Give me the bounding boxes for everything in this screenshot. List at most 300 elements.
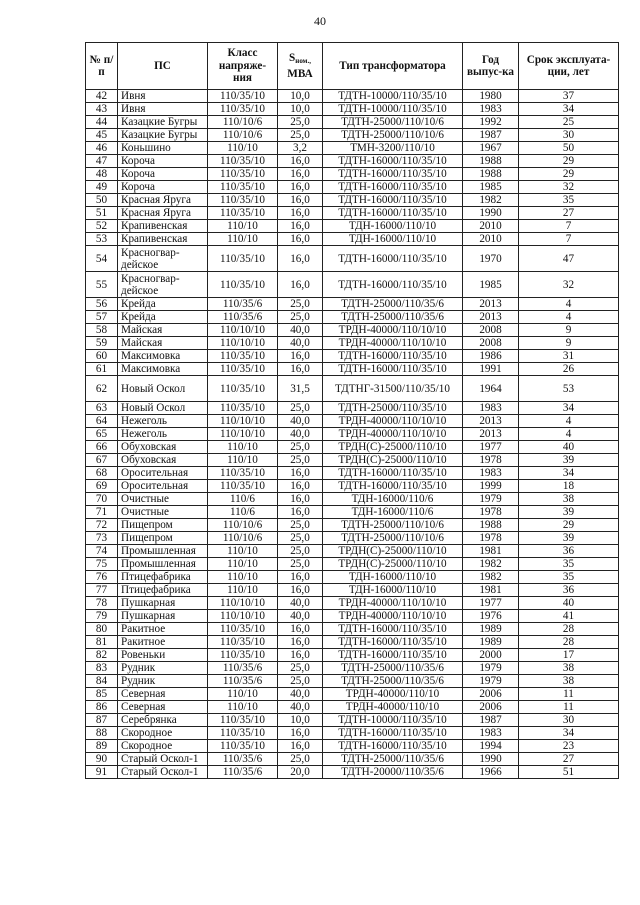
cell-substation: Крейда [118, 311, 208, 324]
cell-service-life: 17 [519, 649, 619, 662]
cell-row-num: 88 [86, 727, 118, 740]
cell-transformer-type: ТДТН-25000/110/10/6 [323, 519, 463, 532]
cell-power: 16,0 [278, 194, 323, 207]
cell-voltage-class: 110/10/10 [208, 324, 278, 337]
header-transformer-type: Тип трансформатора [323, 43, 463, 90]
cell-substation: Очистные [118, 506, 208, 519]
cell-year: 1979 [463, 493, 519, 506]
cell-service-life: 38 [519, 662, 619, 675]
cell-year: 1983 [463, 103, 519, 116]
cell-transformer-type: ТДТН-16000/110/35/10 [323, 207, 463, 220]
cell-service-life: 32 [519, 181, 619, 194]
cell-substation: Пушкарная [118, 610, 208, 623]
cell-substation: Оросительная [118, 480, 208, 493]
cell-transformer-type: ТДН-16000/110/10 [323, 571, 463, 584]
cell-year: 1983 [463, 467, 519, 480]
cell-service-life: 39 [519, 506, 619, 519]
table-row [86, 571, 619, 584]
header-substation: ПС [118, 43, 208, 90]
cell-row-num: 46 [86, 142, 118, 155]
cell-substation: Майская [118, 337, 208, 350]
table-row [86, 467, 619, 480]
cell-service-life: 9 [519, 337, 619, 350]
table-row [86, 597, 619, 610]
header-power-symbol: S [289, 52, 296, 64]
cell-substation: Нежеголь [118, 415, 208, 428]
cell-power: 40,0 [278, 337, 323, 350]
cell-voltage-class: 110/10 [208, 454, 278, 467]
table-body [86, 90, 619, 779]
cell-transformer-type: ТДТН-25000/110/35/6 [323, 675, 463, 688]
cell-year: 1982 [463, 571, 519, 584]
cell-year: 1966 [463, 766, 519, 779]
cell-substation: Ракитное [118, 623, 208, 636]
cell-transformer-type: ТРДН-40000/110/10/10 [323, 415, 463, 428]
cell-service-life: 41 [519, 610, 619, 623]
cell-voltage-class: 110/35/10 [208, 350, 278, 363]
cell-substation: Северная [118, 701, 208, 714]
table-row [86, 610, 619, 623]
cell-row-num: 43 [86, 103, 118, 116]
cell-power: 16,0 [278, 181, 323, 194]
table-row [86, 376, 619, 402]
cell-power: 25,0 [278, 441, 323, 454]
table-row [86, 337, 619, 350]
cell-row-num: 67 [86, 454, 118, 467]
cell-substation: Серебрянка [118, 714, 208, 727]
cell-row-num: 80 [86, 623, 118, 636]
cell-year: 1994 [463, 740, 519, 753]
cell-service-life: 38 [519, 493, 619, 506]
cell-service-life: 51 [519, 766, 619, 779]
table-row [86, 493, 619, 506]
cell-voltage-class: 110/10 [208, 688, 278, 701]
cell-year: 1982 [463, 194, 519, 207]
cell-transformer-type: ТДТН-16000/110/35/10 [323, 636, 463, 649]
cell-transformer-type: ТДТН-16000/110/35/10 [323, 727, 463, 740]
cell-service-life: 7 [519, 233, 619, 246]
cell-transformer-type: ТДТН-25000/110/10/6 [323, 116, 463, 129]
table-row [86, 727, 619, 740]
cell-substation: Птицефабрика [118, 584, 208, 597]
cell-voltage-class: 110/10/10 [208, 415, 278, 428]
cell-power: 40,0 [278, 597, 323, 610]
cell-year: 1981 [463, 545, 519, 558]
cell-year: 2008 [463, 324, 519, 337]
cell-transformer-type: ТРДН(С)-25000/110/10 [323, 441, 463, 454]
cell-transformer-type: ТДТН-20000/110/35/6 [323, 766, 463, 779]
cell-service-life: 34 [519, 467, 619, 480]
cell-voltage-class: 110/10 [208, 584, 278, 597]
cell-row-num: 42 [86, 90, 118, 103]
cell-voltage-class: 110/10/6 [208, 129, 278, 142]
cell-service-life: 25 [519, 116, 619, 129]
cell-service-life: 27 [519, 753, 619, 766]
table-row [86, 675, 619, 688]
cell-substation: Ровеньки [118, 649, 208, 662]
cell-row-num: 78 [86, 597, 118, 610]
cell-year: 1977 [463, 441, 519, 454]
cell-row-num: 91 [86, 766, 118, 779]
cell-power: 16,0 [278, 584, 323, 597]
cell-transformer-type: ТДТН-16000/110/35/10 [323, 246, 463, 272]
cell-voltage-class: 110/35/10 [208, 90, 278, 103]
cell-service-life: 28 [519, 636, 619, 649]
table-row [86, 766, 619, 779]
cell-substation: Красногвар-дейское [118, 246, 208, 272]
cell-row-num: 54 [86, 246, 118, 272]
cell-substation: Пушкарная [118, 597, 208, 610]
header-service-life: Срок эксплуата-ции, лет [519, 43, 619, 90]
cell-voltage-class: 110/10 [208, 441, 278, 454]
cell-row-num: 81 [86, 636, 118, 649]
cell-row-num: 86 [86, 701, 118, 714]
cell-row-num: 84 [86, 675, 118, 688]
cell-service-life: 27 [519, 207, 619, 220]
cell-substation: Старый Оскол-1 [118, 753, 208, 766]
cell-voltage-class: 110/35/6 [208, 675, 278, 688]
cell-substation: Красная Яруга [118, 194, 208, 207]
table-row [86, 649, 619, 662]
cell-year: 1967 [463, 142, 519, 155]
table-row [86, 142, 619, 155]
cell-service-life: 37 [519, 90, 619, 103]
cell-transformer-type: ТРДН-40000/110/10/10 [323, 324, 463, 337]
cell-row-num: 63 [86, 402, 118, 415]
cell-power: 40,0 [278, 428, 323, 441]
cell-year: 1988 [463, 168, 519, 181]
table-header-row [86, 43, 619, 90]
cell-year: 1988 [463, 155, 519, 168]
cell-voltage-class: 110/35/10 [208, 727, 278, 740]
cell-substation: Скородное [118, 740, 208, 753]
cell-substation: Обуховская [118, 454, 208, 467]
cell-power: 25,0 [278, 662, 323, 675]
cell-service-life: 39 [519, 532, 619, 545]
cell-year: 1985 [463, 181, 519, 194]
cell-year: 1987 [463, 129, 519, 142]
cell-row-num: 56 [86, 298, 118, 311]
cell-transformer-type: ТДН-16000/110/10 [323, 233, 463, 246]
cell-voltage-class: 110/35/10 [208, 467, 278, 480]
cell-row-num: 58 [86, 324, 118, 337]
cell-row-num: 72 [86, 519, 118, 532]
header-power [278, 43, 323, 90]
cell-year: 2006 [463, 688, 519, 701]
cell-voltage-class: 110/35/10 [208, 636, 278, 649]
header-num: № п/п [86, 43, 118, 90]
cell-transformer-type: ТДН-16000/110/6 [323, 506, 463, 519]
table-row [86, 155, 619, 168]
cell-year: 1986 [463, 350, 519, 363]
cell-transformer-type: ТДТН-16000/110/35/10 [323, 480, 463, 493]
cell-substation: Старый Оскол-1 [118, 766, 208, 779]
table-row [86, 363, 619, 376]
cell-substation: Рудник [118, 675, 208, 688]
cell-row-num: 85 [86, 688, 118, 701]
cell-year: 2013 [463, 428, 519, 441]
table-row [86, 116, 619, 129]
cell-voltage-class: 110/10/10 [208, 337, 278, 350]
cell-voltage-class: 110/35/10 [208, 207, 278, 220]
cell-power: 16,0 [278, 636, 323, 649]
cell-voltage-class: 110/35/6 [208, 662, 278, 675]
table-row [86, 623, 619, 636]
cell-service-life: 11 [519, 701, 619, 714]
cell-transformer-type: ТДТН-10000/110/35/10 [323, 90, 463, 103]
cell-power: 31,5 [278, 376, 323, 402]
cell-power: 10,0 [278, 714, 323, 727]
cell-substation: Крапивенская [118, 233, 208, 246]
cell-service-life: 35 [519, 194, 619, 207]
cell-power: 16,0 [278, 350, 323, 363]
cell-substation: Пищепром [118, 532, 208, 545]
cell-voltage-class: 110/35/10 [208, 714, 278, 727]
cell-row-num: 75 [86, 558, 118, 571]
cell-row-num: 79 [86, 610, 118, 623]
cell-transformer-type: ТДТН-10000/110/35/10 [323, 714, 463, 727]
cell-row-num: 52 [86, 220, 118, 233]
cell-substation: Крапивенская [118, 220, 208, 233]
cell-transformer-type: ТДТН-16000/110/35/10 [323, 350, 463, 363]
cell-power: 16,0 [278, 480, 323, 493]
cell-voltage-class: 110/6 [208, 506, 278, 519]
cell-power: 40,0 [278, 688, 323, 701]
cell-substation: Новый Оскол [118, 402, 208, 415]
cell-substation: Новый Оскол [118, 376, 208, 402]
cell-service-life: 18 [519, 480, 619, 493]
cell-service-life: 4 [519, 311, 619, 324]
cell-year: 1988 [463, 519, 519, 532]
cell-power: 25,0 [278, 402, 323, 415]
cell-transformer-type: ТДТН-16000/110/35/10 [323, 467, 463, 480]
cell-power: 10,0 [278, 103, 323, 116]
cell-substation: Обуховская [118, 441, 208, 454]
header-voltage-class: Класс напряже-ния [208, 43, 278, 90]
cell-year: 2010 [463, 220, 519, 233]
cell-power: 25,0 [278, 116, 323, 129]
cell-transformer-type: ТМН-3200/110/10 [323, 142, 463, 155]
cell-substation: Крейда [118, 298, 208, 311]
cell-transformer-type: ТДТН-16000/110/35/10 [323, 649, 463, 662]
header-year: Год выпус-ка [463, 43, 519, 90]
cell-row-num: 59 [86, 337, 118, 350]
cell-transformer-type: ТДТН-25000/110/35/6 [323, 298, 463, 311]
cell-power: 16,0 [278, 155, 323, 168]
cell-substation: Коньшино [118, 142, 208, 155]
cell-year: 1978 [463, 532, 519, 545]
cell-year: 2006 [463, 701, 519, 714]
table-row [86, 636, 619, 649]
cell-year: 2000 [463, 649, 519, 662]
cell-substation: Ивня [118, 90, 208, 103]
cell-substation: Нежеголь [118, 428, 208, 441]
cell-voltage-class: 110/35/10 [208, 246, 278, 272]
table-row [86, 415, 619, 428]
cell-year: 2013 [463, 311, 519, 324]
cell-service-life: 34 [519, 103, 619, 116]
cell-voltage-class: 110/10/10 [208, 428, 278, 441]
cell-power: 16,0 [278, 207, 323, 220]
cell-transformer-type: ТРДН(С)-25000/110/10 [323, 558, 463, 571]
cell-row-num: 65 [86, 428, 118, 441]
cell-year: 1990 [463, 207, 519, 220]
cell-power: 16,0 [278, 571, 323, 584]
cell-service-life: 29 [519, 519, 619, 532]
cell-transformer-type: ТДТН-25000/110/35/6 [323, 753, 463, 766]
cell-voltage-class: 110/10/6 [208, 532, 278, 545]
cell-power: 25,0 [278, 454, 323, 467]
cell-service-life: 30 [519, 714, 619, 727]
cell-year: 2013 [463, 415, 519, 428]
cell-voltage-class: 110/6 [208, 493, 278, 506]
table-row [86, 532, 619, 545]
cell-substation: Очистные [118, 493, 208, 506]
cell-substation: Ракитное [118, 636, 208, 649]
cell-year: 1978 [463, 454, 519, 467]
cell-row-num: 57 [86, 311, 118, 324]
cell-voltage-class: 110/10/10 [208, 597, 278, 610]
cell-transformer-type: ТДТН-16000/110/35/10 [323, 740, 463, 753]
cell-service-life: 40 [519, 441, 619, 454]
cell-row-num: 51 [86, 207, 118, 220]
cell-substation: Красная Яруга [118, 207, 208, 220]
cell-service-life: 38 [519, 675, 619, 688]
cell-row-num: 44 [86, 116, 118, 129]
cell-power: 40,0 [278, 415, 323, 428]
cell-power: 16,0 [278, 493, 323, 506]
cell-voltage-class: 110/35/10 [208, 740, 278, 753]
cell-transformer-type: ТДТН-16000/110/35/10 [323, 155, 463, 168]
cell-row-num: 66 [86, 441, 118, 454]
cell-substation: Короча [118, 155, 208, 168]
table-row [86, 428, 619, 441]
cell-year: 1982 [463, 558, 519, 571]
cell-row-num: 87 [86, 714, 118, 727]
table-row [86, 688, 619, 701]
cell-substation: Промышленная [118, 545, 208, 558]
cell-transformer-type: ТДТН-16000/110/35/10 [323, 272, 463, 298]
cell-voltage-class: 110/35/10 [208, 402, 278, 415]
cell-transformer-type: ТДТН-25000/110/35/6 [323, 311, 463, 324]
table-row [86, 402, 619, 415]
cell-year: 1979 [463, 675, 519, 688]
cell-substation: Короча [118, 168, 208, 181]
cell-power: 16,0 [278, 649, 323, 662]
table-row [86, 519, 619, 532]
cell-substation: Казацкие Бугры [118, 129, 208, 142]
cell-transformer-type: ТДТН-16000/110/35/10 [323, 168, 463, 181]
cell-year: 1992 [463, 116, 519, 129]
cell-transformer-type: ТДТН-25000/110/35/6 [323, 662, 463, 675]
page-number: 40 [314, 14, 326, 28]
cell-year: 1989 [463, 636, 519, 649]
cell-substation: Северная [118, 688, 208, 701]
table-row [86, 246, 619, 272]
cell-year: 1983 [463, 402, 519, 415]
cell-substation: Пищепром [118, 519, 208, 532]
cell-service-life: 36 [519, 545, 619, 558]
cell-power: 25,0 [278, 532, 323, 545]
cell-service-life: 40 [519, 597, 619, 610]
table-row [86, 714, 619, 727]
cell-substation: Максимовка [118, 350, 208, 363]
cell-row-num: 64 [86, 415, 118, 428]
cell-voltage-class: 110/10 [208, 701, 278, 714]
cell-power: 16,0 [278, 246, 323, 272]
cell-substation: Максимовка [118, 363, 208, 376]
cell-voltage-class: 110/35/10 [208, 376, 278, 402]
cell-voltage-class: 110/10/6 [208, 116, 278, 129]
cell-power: 16,0 [278, 506, 323, 519]
cell-transformer-type: ТДТН-25000/110/10/6 [323, 532, 463, 545]
cell-voltage-class: 110/10 [208, 233, 278, 246]
cell-power: 40,0 [278, 701, 323, 714]
cell-voltage-class: 110/35/10 [208, 194, 278, 207]
table-row [86, 233, 619, 246]
cell-year: 1987 [463, 714, 519, 727]
cell-substation: Птицефабрика [118, 571, 208, 584]
table-row [86, 90, 619, 103]
cell-year: 1964 [463, 376, 519, 402]
cell-voltage-class: 110/35/10 [208, 363, 278, 376]
table-row [86, 350, 619, 363]
cell-voltage-class: 110/35/10 [208, 272, 278, 298]
cell-service-life: 29 [519, 168, 619, 181]
table-row [86, 324, 619, 337]
cell-service-life: 31 [519, 350, 619, 363]
cell-transformer-type: ТРДН(С)-25000/110/10 [323, 454, 463, 467]
cell-year: 1979 [463, 662, 519, 675]
cell-year: 1970 [463, 246, 519, 272]
cell-power: 16,0 [278, 740, 323, 753]
cell-transformer-type: ТРДН-40000/110/10 [323, 688, 463, 701]
table-row [86, 558, 619, 571]
cell-row-num: 60 [86, 350, 118, 363]
cell-service-life: 9 [519, 324, 619, 337]
cell-voltage-class: 110/35/10 [208, 480, 278, 493]
cell-voltage-class: 110/10 [208, 545, 278, 558]
table-row [86, 168, 619, 181]
cell-service-life: 29 [519, 155, 619, 168]
cell-voltage-class: 110/35/10 [208, 168, 278, 181]
cell-power: 25,0 [278, 545, 323, 558]
cell-substation: Промышленная [118, 558, 208, 571]
cell-voltage-class: 110/35/10 [208, 103, 278, 116]
cell-transformer-type: ТДТНГ-31500/110/35/10 [323, 376, 463, 402]
cell-row-num: 70 [86, 493, 118, 506]
cell-year: 1991 [463, 363, 519, 376]
cell-transformer-type: ТРДН-40000/110/10/10 [323, 428, 463, 441]
cell-power: 25,0 [278, 519, 323, 532]
cell-power: 25,0 [278, 129, 323, 142]
cell-transformer-type: ТРДН-40000/110/10/10 [323, 337, 463, 350]
cell-service-life: 4 [519, 415, 619, 428]
cell-row-num: 74 [86, 545, 118, 558]
cell-voltage-class: 110/35/6 [208, 753, 278, 766]
cell-transformer-type: ТРДН-40000/110/10/10 [323, 597, 463, 610]
table-row [86, 753, 619, 766]
cell-service-life: 30 [519, 129, 619, 142]
cell-power: 16,0 [278, 727, 323, 740]
cell-year: 1985 [463, 272, 519, 298]
table-row [86, 584, 619, 597]
cell-voltage-class: 110/10 [208, 558, 278, 571]
cell-power: 16,0 [278, 168, 323, 181]
cell-transformer-type: ТДТН-16000/110/35/10 [323, 194, 463, 207]
cell-service-life: 39 [519, 454, 619, 467]
cell-row-num: 50 [86, 194, 118, 207]
